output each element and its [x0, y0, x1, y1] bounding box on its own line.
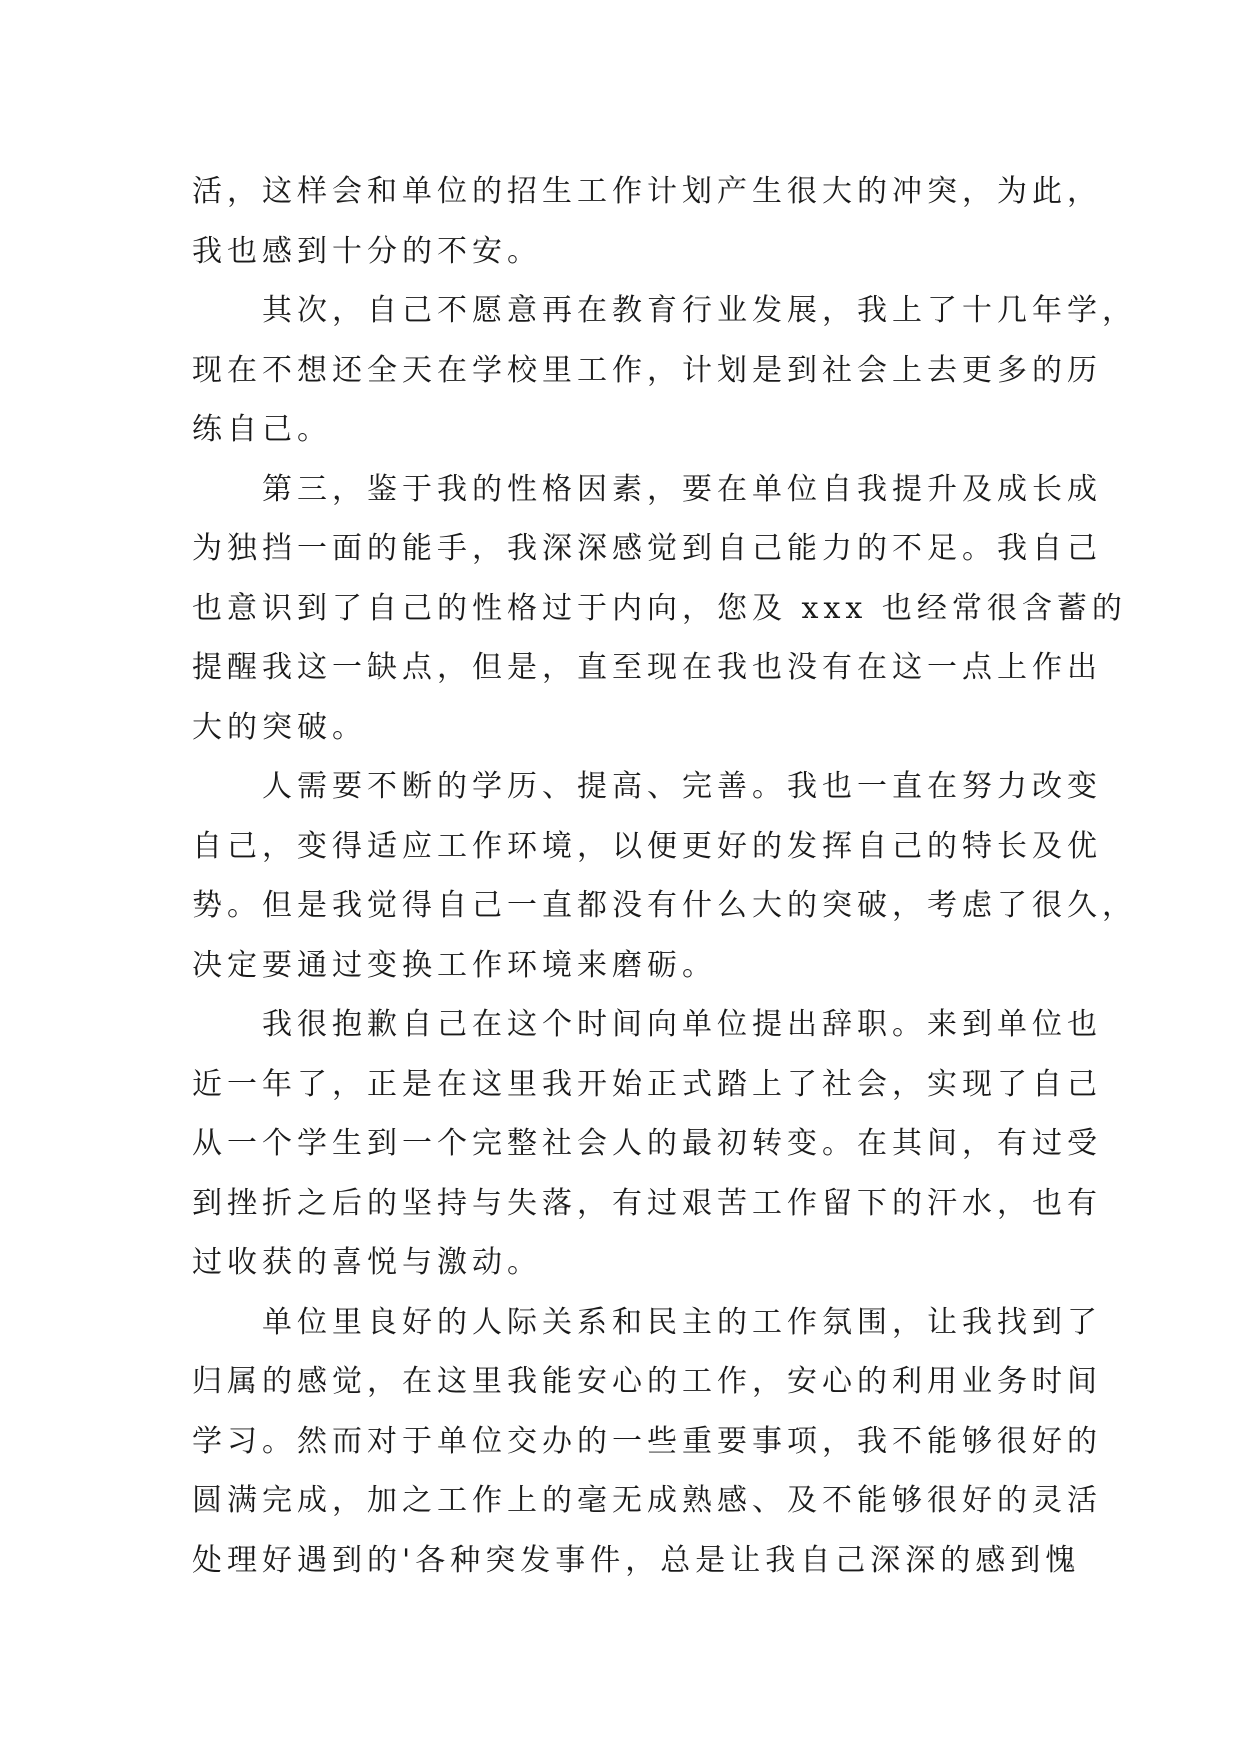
paragraph-4: [192, 757, 1137, 995]
text-line: 归属的感觉，在这里我能安心的工作，安心的利用业务时间: [192, 1364, 1102, 1399]
text-line: 我很抱歉自己在这个时间向单位提出辞职。来到单位也: [262, 1007, 1102, 1042]
text-line: 活，这样会和单位的招生工作计划产生很大的冲突，为此，: [192, 174, 1102, 209]
text-line: 从一个学生到一个完整社会人的最初转变。在其间，有过受: [192, 1126, 1102, 1161]
text-line: 决定要通过变换工作环境来磨砺。: [192, 947, 717, 983]
text-line: 也意识到了自己的性格过于内向，您及 xxx 也经常很含蓄的: [192, 590, 1127, 626]
paragraph-1: [192, 162, 1102, 281]
text-line: 为独挡一面的能手，我深深感觉到自己能力的不足。我自己: [192, 531, 1102, 566]
paragraph-2: [192, 281, 1137, 460]
paragraph-5: [192, 995, 1102, 1293]
text-line: 单位里良好的人际关系和民主的工作氛围，让我找到了: [262, 1304, 1102, 1340]
document-body: [192, 162, 1137, 1590]
text-line: 其次，自己不愿意再在教育行业发展，我上了十几年学，: [262, 293, 1137, 328]
text-line: 第三，鉴于我的性格因素，要在单位自我提升及成长成: [262, 471, 1102, 507]
text-line: 提醒我这一缺点，但是，直至现在我也没有在这一点上作出: [192, 650, 1102, 685]
text-line: 大的突破。: [192, 709, 367, 745]
text-line: 圆满完成，加之工作上的毫无成熟感、及不能够很好的灵活: [192, 1483, 1102, 1518]
text-line: 处理好遇到的'各种突发事件，总是让我自己深深的感到愧: [192, 1542, 1081, 1578]
text-line: 练自己。: [192, 412, 332, 447]
text-line: 势。但是我觉得自己一直都没有什么大的突破，考虑了很久，: [192, 888, 1137, 923]
text-line: 人需要不断的学历、提高、完善。我也一直在努力改变: [262, 769, 1102, 804]
text-line: 近一年了，正是在这里我开始正式踏上了社会，实现了自己: [192, 1066, 1102, 1102]
text-line: 我也感到十分的不安。: [192, 233, 542, 269]
text-line: 到挫折之后的坚持与失落，有过艰苦工作留下的汗水，也有: [192, 1185, 1102, 1221]
text-line: 过收获的喜悦与激动。: [192, 1245, 542, 1280]
paragraph-6: [192, 1293, 1102, 1591]
text-line: 现在不想还全天在学校里工作，计划是到社会上去更多的历: [192, 352, 1102, 388]
paragraph-3: [192, 460, 1127, 758]
text-line: 学习。然而对于单位交办的一些重要事项，我不能够很好的: [192, 1423, 1102, 1459]
text-line: 自己，变得适应工作环境，以便更好的发挥自己的特长及优: [192, 828, 1102, 864]
